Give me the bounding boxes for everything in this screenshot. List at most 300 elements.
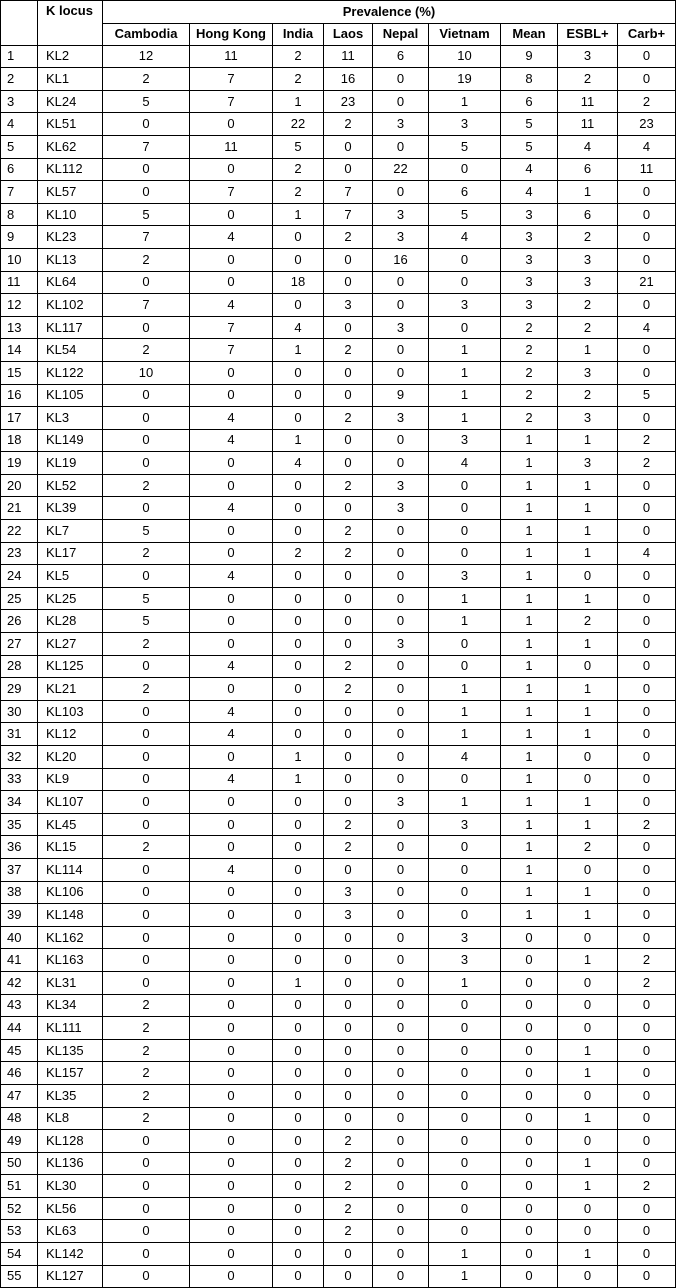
row-index: 55 bbox=[1, 1265, 38, 1288]
k-locus-cell: KL162 bbox=[38, 926, 103, 949]
value-cell: 4 bbox=[618, 542, 676, 565]
value-cell: 0 bbox=[501, 1017, 558, 1040]
value-cell: 0 bbox=[324, 452, 373, 475]
value-cell: 0 bbox=[501, 1084, 558, 1107]
value-cell: 2 bbox=[273, 542, 324, 565]
value-cell: 2 bbox=[324, 407, 373, 430]
value-cell: 0 bbox=[103, 452, 190, 475]
value-cell: 2 bbox=[501, 407, 558, 430]
value-cell: 0 bbox=[273, 1152, 324, 1175]
value-cell: 1 bbox=[558, 678, 618, 701]
value-cell: 2 bbox=[558, 68, 618, 91]
value-cell: 1 bbox=[558, 339, 618, 362]
table-row bbox=[1, 1039, 676, 1062]
k-locus-cell: KL2 bbox=[38, 45, 103, 68]
value-cell: 0 bbox=[273, 361, 324, 384]
value-cell: 0 bbox=[324, 1039, 373, 1062]
value-cell: 1 bbox=[501, 746, 558, 769]
value-cell: 11 bbox=[558, 90, 618, 113]
value-cell: 2 bbox=[273, 68, 324, 91]
value-cell: 0 bbox=[103, 768, 190, 791]
value-cell: 3 bbox=[429, 813, 501, 836]
value-cell: 0 bbox=[618, 181, 676, 204]
value-cell: 0 bbox=[618, 723, 676, 746]
value-cell: 0 bbox=[373, 904, 429, 927]
value-cell: 0 bbox=[324, 1243, 373, 1266]
value-cell: 0 bbox=[373, 813, 429, 836]
value-cell: 0 bbox=[324, 971, 373, 994]
value-cell: 0 bbox=[429, 1175, 501, 1198]
table-row bbox=[1, 135, 676, 158]
value-cell: 0 bbox=[103, 723, 190, 746]
value-cell: 0 bbox=[324, 858, 373, 881]
value-cell: 0 bbox=[273, 610, 324, 633]
value-cell: 0 bbox=[373, 949, 429, 972]
value-cell: 0 bbox=[429, 1107, 501, 1130]
value-cell: 0 bbox=[373, 768, 429, 791]
value-cell: 0 bbox=[373, 68, 429, 91]
value-cell: 1 bbox=[558, 474, 618, 497]
row-index: 14 bbox=[1, 339, 38, 362]
value-cell: 3 bbox=[373, 316, 429, 339]
row-index: 24 bbox=[1, 565, 38, 588]
value-cell: 2 bbox=[103, 1039, 190, 1062]
value-cell: 0 bbox=[429, 248, 501, 271]
value-cell: 0 bbox=[618, 994, 676, 1017]
value-cell: 0 bbox=[618, 497, 676, 520]
value-cell: 0 bbox=[324, 1265, 373, 1288]
value-cell: 0 bbox=[373, 700, 429, 723]
value-cell: 0 bbox=[273, 1017, 324, 1040]
table-row bbox=[1, 181, 676, 204]
k-locus-cell: KL64 bbox=[38, 271, 103, 294]
k-locus-cell: KL20 bbox=[38, 746, 103, 769]
column-header-hong-kong: Hong Kong bbox=[190, 23, 273, 45]
value-cell: 21 bbox=[618, 271, 676, 294]
row-index: 12 bbox=[1, 294, 38, 317]
value-cell: 0 bbox=[373, 1152, 429, 1175]
value-cell: 2 bbox=[103, 474, 190, 497]
row-index: 1 bbox=[1, 45, 38, 68]
table-row bbox=[1, 1220, 676, 1243]
value-cell: 2 bbox=[324, 1175, 373, 1198]
value-cell: 0 bbox=[103, 949, 190, 972]
value-cell: 3 bbox=[373, 407, 429, 430]
value-cell: 0 bbox=[103, 181, 190, 204]
value-cell: 0 bbox=[618, 1017, 676, 1040]
value-cell: 0 bbox=[103, 271, 190, 294]
value-cell: 0 bbox=[373, 1107, 429, 1130]
k-locus-cell: KL35 bbox=[38, 1084, 103, 1107]
value-cell: 2 bbox=[273, 158, 324, 181]
row-index: 16 bbox=[1, 384, 38, 407]
k-locus-cell: KL117 bbox=[38, 316, 103, 339]
value-cell: 2 bbox=[618, 90, 676, 113]
value-cell: 1 bbox=[429, 1243, 501, 1266]
value-cell: 0 bbox=[429, 768, 501, 791]
row-index: 18 bbox=[1, 429, 38, 452]
row-index: 41 bbox=[1, 949, 38, 972]
value-cell: 0 bbox=[558, 746, 618, 769]
row-index: 32 bbox=[1, 746, 38, 769]
row-index: 31 bbox=[1, 723, 38, 746]
value-cell: 9 bbox=[501, 45, 558, 68]
table-row bbox=[1, 542, 676, 565]
value-cell: 0 bbox=[190, 1243, 273, 1266]
row-index: 37 bbox=[1, 858, 38, 881]
value-cell: 1 bbox=[501, 633, 558, 656]
value-cell: 0 bbox=[373, 1243, 429, 1266]
value-cell: 3 bbox=[324, 294, 373, 317]
value-cell: 3 bbox=[429, 429, 501, 452]
value-cell: 4 bbox=[429, 746, 501, 769]
value-cell: 1 bbox=[501, 768, 558, 791]
k-locus-cell: KL52 bbox=[38, 474, 103, 497]
value-cell: 2 bbox=[618, 949, 676, 972]
value-cell: 3 bbox=[373, 113, 429, 136]
row-index: 19 bbox=[1, 452, 38, 475]
value-cell: 2 bbox=[618, 1175, 676, 1198]
value-cell: 3 bbox=[429, 565, 501, 588]
value-cell: 4 bbox=[190, 723, 273, 746]
value-cell: 1 bbox=[429, 1265, 501, 1288]
value-cell: 0 bbox=[324, 248, 373, 271]
value-cell: 0 bbox=[324, 135, 373, 158]
value-cell: 3 bbox=[373, 474, 429, 497]
value-cell: 0 bbox=[103, 904, 190, 927]
value-cell: 0 bbox=[429, 474, 501, 497]
table-row bbox=[1, 294, 676, 317]
value-cell: 1 bbox=[501, 429, 558, 452]
value-cell: 0 bbox=[190, 1107, 273, 1130]
value-cell: 5 bbox=[103, 587, 190, 610]
value-cell: 0 bbox=[190, 271, 273, 294]
value-cell: 0 bbox=[190, 836, 273, 859]
value-cell: 11 bbox=[190, 135, 273, 158]
value-cell: 0 bbox=[190, 1017, 273, 1040]
value-cell: 0 bbox=[501, 1197, 558, 1220]
value-cell: 5 bbox=[429, 203, 501, 226]
value-cell: 0 bbox=[324, 633, 373, 656]
value-cell: 2 bbox=[324, 1130, 373, 1153]
k-locus-cell: KL23 bbox=[38, 226, 103, 249]
row-index: 10 bbox=[1, 248, 38, 271]
value-cell: 0 bbox=[618, 45, 676, 68]
value-cell: 4 bbox=[273, 316, 324, 339]
value-cell: 1 bbox=[501, 587, 558, 610]
value-cell: 0 bbox=[103, 1197, 190, 1220]
k-locus-cell: KL17 bbox=[38, 542, 103, 565]
value-cell: 0 bbox=[558, 1084, 618, 1107]
value-cell: 0 bbox=[373, 1084, 429, 1107]
value-cell: 4 bbox=[190, 768, 273, 791]
value-cell: 3 bbox=[501, 203, 558, 226]
value-cell: 18 bbox=[273, 271, 324, 294]
value-cell: 1 bbox=[501, 610, 558, 633]
value-cell: 0 bbox=[373, 271, 429, 294]
value-cell: 0 bbox=[501, 1039, 558, 1062]
value-cell: 1 bbox=[501, 474, 558, 497]
value-cell: 2 bbox=[103, 1107, 190, 1130]
value-cell: 2 bbox=[558, 294, 618, 317]
row-index: 22 bbox=[1, 520, 38, 543]
value-cell: 0 bbox=[429, 1017, 501, 1040]
table-row bbox=[1, 791, 676, 814]
value-cell: 0 bbox=[429, 316, 501, 339]
table-row bbox=[1, 723, 676, 746]
table-row bbox=[1, 271, 676, 294]
value-cell: 0 bbox=[273, 723, 324, 746]
value-cell: 3 bbox=[373, 203, 429, 226]
row-index: 42 bbox=[1, 971, 38, 994]
value-cell: 2 bbox=[103, 339, 190, 362]
value-cell: 0 bbox=[618, 339, 676, 362]
value-cell: 0 bbox=[558, 1197, 618, 1220]
k-locus-cell: KL103 bbox=[38, 700, 103, 723]
value-cell: 0 bbox=[324, 429, 373, 452]
table-row bbox=[1, 68, 676, 91]
table-row bbox=[1, 971, 676, 994]
row-index: 33 bbox=[1, 768, 38, 791]
row-index: 34 bbox=[1, 791, 38, 814]
row-index: 23 bbox=[1, 542, 38, 565]
k-locus-cell: KL24 bbox=[38, 90, 103, 113]
value-cell: 0 bbox=[373, 90, 429, 113]
value-cell: 0 bbox=[324, 1017, 373, 1040]
value-cell: 1 bbox=[429, 678, 501, 701]
value-cell: 0 bbox=[618, 904, 676, 927]
row-index: 26 bbox=[1, 610, 38, 633]
k-locus-cell: KL163 bbox=[38, 949, 103, 972]
value-cell: 4 bbox=[429, 226, 501, 249]
value-cell: 0 bbox=[501, 1243, 558, 1266]
value-cell: 0 bbox=[618, 361, 676, 384]
value-cell: 2 bbox=[103, 248, 190, 271]
row-index: 36 bbox=[1, 836, 38, 859]
value-cell: 5 bbox=[618, 384, 676, 407]
table-row bbox=[1, 1265, 676, 1288]
value-cell: 0 bbox=[190, 474, 273, 497]
value-cell: 0 bbox=[273, 633, 324, 656]
value-cell: 0 bbox=[103, 858, 190, 881]
value-cell: 0 bbox=[558, 858, 618, 881]
value-cell: 0 bbox=[273, 678, 324, 701]
value-cell: 1 bbox=[558, 949, 618, 972]
row-index: 35 bbox=[1, 813, 38, 836]
value-cell: 3 bbox=[558, 271, 618, 294]
value-cell: 2 bbox=[501, 361, 558, 384]
value-cell: 6 bbox=[501, 90, 558, 113]
value-cell: 0 bbox=[429, 1152, 501, 1175]
value-cell: 0 bbox=[324, 1084, 373, 1107]
row-index: 45 bbox=[1, 1039, 38, 1062]
k-locus-cell: KL149 bbox=[38, 429, 103, 452]
value-cell: 0 bbox=[373, 858, 429, 881]
value-cell: 1 bbox=[501, 858, 558, 881]
value-cell: 0 bbox=[103, 158, 190, 181]
value-cell: 0 bbox=[373, 181, 429, 204]
value-cell: 0 bbox=[190, 633, 273, 656]
table-row bbox=[1, 339, 676, 362]
value-cell: 0 bbox=[618, 1152, 676, 1175]
value-cell: 0 bbox=[618, 248, 676, 271]
row-index: 8 bbox=[1, 203, 38, 226]
value-cell: 4 bbox=[190, 407, 273, 430]
value-cell: 0 bbox=[558, 971, 618, 994]
value-cell: 0 bbox=[190, 881, 273, 904]
value-cell: 2 bbox=[558, 316, 618, 339]
row-index: 49 bbox=[1, 1130, 38, 1153]
value-cell: 0 bbox=[273, 520, 324, 543]
value-cell: 1 bbox=[558, 1039, 618, 1062]
value-cell: 0 bbox=[103, 746, 190, 769]
value-cell: 0 bbox=[618, 520, 676, 543]
value-cell: 0 bbox=[501, 1062, 558, 1085]
row-index: 20 bbox=[1, 474, 38, 497]
value-cell: 0 bbox=[501, 1265, 558, 1288]
k-locus-cell: KL114 bbox=[38, 858, 103, 881]
row-index: 2 bbox=[1, 68, 38, 91]
value-cell: 0 bbox=[103, 497, 190, 520]
value-cell: 1 bbox=[558, 1152, 618, 1175]
value-cell: 2 bbox=[558, 384, 618, 407]
value-cell: 2 bbox=[273, 45, 324, 68]
value-cell: 0 bbox=[190, 1265, 273, 1288]
k-locus-cell: KL30 bbox=[38, 1175, 103, 1198]
value-cell: 1 bbox=[558, 723, 618, 746]
value-cell: 0 bbox=[618, 1197, 676, 1220]
k-locus-cell: KL9 bbox=[38, 768, 103, 791]
row-index: 3 bbox=[1, 90, 38, 113]
value-cell: 0 bbox=[273, 904, 324, 927]
value-cell: 10 bbox=[103, 361, 190, 384]
value-cell: 0 bbox=[273, 881, 324, 904]
row-index: 51 bbox=[1, 1175, 38, 1198]
value-cell: 3 bbox=[558, 248, 618, 271]
value-cell: 1 bbox=[273, 203, 324, 226]
value-cell: 0 bbox=[501, 1175, 558, 1198]
k-locus-cell: KL19 bbox=[38, 452, 103, 475]
k-locus-cell: KL57 bbox=[38, 181, 103, 204]
value-cell: 0 bbox=[501, 926, 558, 949]
value-cell: 0 bbox=[190, 813, 273, 836]
value-cell: 0 bbox=[324, 361, 373, 384]
value-cell: 2 bbox=[618, 429, 676, 452]
table-row bbox=[1, 994, 676, 1017]
k-locus-cell: KL63 bbox=[38, 1220, 103, 1243]
value-cell: 0 bbox=[373, 994, 429, 1017]
value-cell: 0 bbox=[618, 678, 676, 701]
value-cell: 0 bbox=[273, 1243, 324, 1266]
value-cell: 0 bbox=[273, 1062, 324, 1085]
k-locus-cell: KL45 bbox=[38, 813, 103, 836]
column-header-vietnam: Vietnam bbox=[429, 23, 501, 45]
value-cell: 3 bbox=[429, 926, 501, 949]
value-cell: 0 bbox=[373, 452, 429, 475]
value-cell: 0 bbox=[429, 520, 501, 543]
table-row bbox=[1, 1017, 676, 1040]
k-locus-cell: KL148 bbox=[38, 904, 103, 927]
value-cell: 4 bbox=[190, 429, 273, 452]
value-cell: 2 bbox=[324, 678, 373, 701]
value-cell: 0 bbox=[324, 587, 373, 610]
value-cell: 11 bbox=[190, 45, 273, 68]
row-index: 5 bbox=[1, 135, 38, 158]
table-row bbox=[1, 316, 676, 339]
value-cell: 0 bbox=[324, 723, 373, 746]
value-cell: 4 bbox=[273, 452, 324, 475]
value-cell: 2 bbox=[618, 971, 676, 994]
value-cell: 7 bbox=[190, 68, 273, 91]
k-locus-cell: KL13 bbox=[38, 248, 103, 271]
value-cell: 1 bbox=[558, 791, 618, 814]
value-cell: 0 bbox=[103, 791, 190, 814]
k-locus-cell: KL106 bbox=[38, 881, 103, 904]
table-row bbox=[1, 655, 676, 678]
value-cell: 0 bbox=[373, 339, 429, 362]
value-cell: 0 bbox=[273, 655, 324, 678]
value-cell: 0 bbox=[103, 881, 190, 904]
value-cell: 1 bbox=[501, 813, 558, 836]
value-cell: 0 bbox=[373, 565, 429, 588]
value-cell: 0 bbox=[373, 1017, 429, 1040]
value-cell: 0 bbox=[373, 520, 429, 543]
value-cell: 0 bbox=[190, 1152, 273, 1175]
k-locus-cell: KL157 bbox=[38, 1062, 103, 1085]
value-cell: 0 bbox=[103, 1175, 190, 1198]
value-cell: 0 bbox=[324, 926, 373, 949]
value-cell: 1 bbox=[273, 90, 324, 113]
value-cell: 0 bbox=[273, 813, 324, 836]
value-cell: 1 bbox=[429, 361, 501, 384]
value-cell: 0 bbox=[324, 768, 373, 791]
value-cell: 1 bbox=[429, 700, 501, 723]
value-cell: 2 bbox=[618, 813, 676, 836]
value-cell: 0 bbox=[190, 994, 273, 1017]
value-cell: 1 bbox=[558, 542, 618, 565]
value-cell: 0 bbox=[618, 294, 676, 317]
value-cell: 2 bbox=[324, 226, 373, 249]
k-locus-header: K locus bbox=[38, 1, 103, 46]
value-cell: 3 bbox=[324, 904, 373, 927]
value-cell: 3 bbox=[373, 791, 429, 814]
row-index: 30 bbox=[1, 700, 38, 723]
value-cell: 0 bbox=[373, 836, 429, 859]
value-cell: 0 bbox=[324, 271, 373, 294]
value-cell: 0 bbox=[103, 1220, 190, 1243]
prevalence-header: Prevalence (%) bbox=[103, 1, 676, 24]
value-cell: 0 bbox=[103, 1130, 190, 1153]
value-cell: 0 bbox=[429, 881, 501, 904]
value-cell: 0 bbox=[618, 746, 676, 769]
row-index: 21 bbox=[1, 497, 38, 520]
value-cell: 0 bbox=[618, 633, 676, 656]
k-locus-cell: KL34 bbox=[38, 994, 103, 1017]
value-cell: 0 bbox=[558, 565, 618, 588]
value-cell: 1 bbox=[429, 971, 501, 994]
value-cell: 11 bbox=[558, 113, 618, 136]
value-cell: 0 bbox=[429, 271, 501, 294]
value-cell: 0 bbox=[501, 1220, 558, 1243]
value-cell: 2 bbox=[324, 474, 373, 497]
table-row bbox=[1, 452, 676, 475]
table-row bbox=[1, 836, 676, 859]
value-cell: 0 bbox=[103, 813, 190, 836]
value-cell: 0 bbox=[273, 294, 324, 317]
value-cell: 3 bbox=[558, 452, 618, 475]
value-cell: 0 bbox=[103, 1265, 190, 1288]
row-index: 38 bbox=[1, 881, 38, 904]
